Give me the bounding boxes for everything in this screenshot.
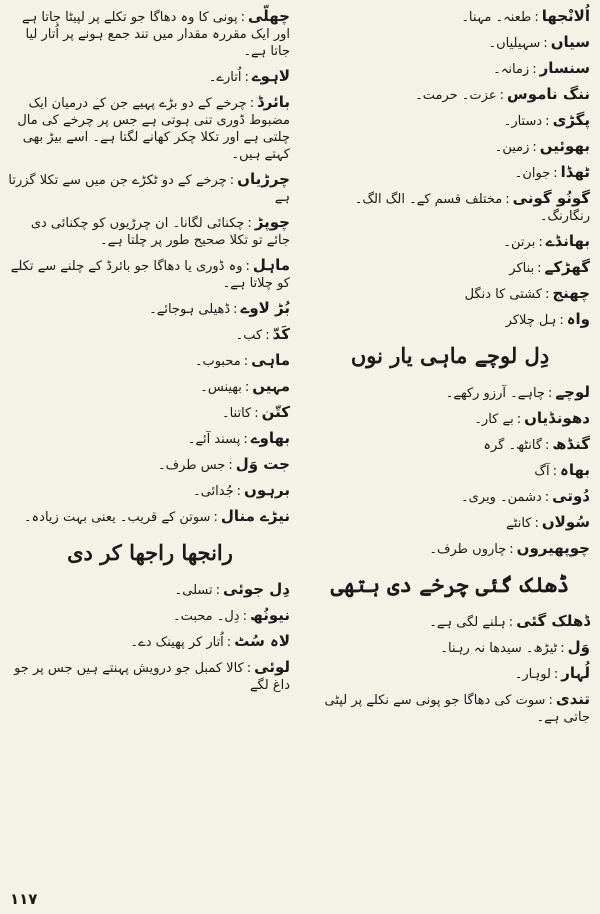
section-heading: ڈھلک گئی چرخے دی ہتھی: [330, 572, 570, 597]
entry-definition: ہل چلاکر: [505, 313, 557, 328]
entry-term: لوچے: [555, 383, 590, 401]
entry-term: سیاں: [550, 33, 590, 51]
glossary-entry: [304, 160, 596, 186]
entry-term: وَل: [567, 638, 590, 656]
glossary-entry: [304, 281, 596, 307]
entry-separator: :: [543, 36, 548, 51]
glossary-entry: [304, 82, 596, 108]
glossary-entry: [4, 322, 296, 348]
glossary-entry: [304, 380, 596, 406]
glossary-entry: [4, 4, 296, 64]
entry-separator: :: [509, 542, 514, 557]
glossary-entry: [4, 577, 296, 603]
page-number: ۱۱۷: [10, 890, 38, 908]
entry-term: لاہ سُٹ: [234, 632, 290, 650]
entry-term: نیڑے منال: [220, 507, 290, 525]
entry-separator: :: [213, 510, 218, 525]
entry-separator: :: [245, 259, 250, 274]
glossary-entry: [4, 452, 296, 478]
entry-definition: تسلی۔: [174, 583, 213, 598]
entry-definition: پسند آئے۔: [187, 432, 241, 447]
entry-definition: گانٹھ۔ گرہ: [483, 438, 543, 453]
section-heading: رانجھا راجھا کر دی: [67, 540, 233, 565]
entry-definition: کب۔: [235, 328, 263, 343]
entry-term: سنسار: [539, 59, 590, 77]
entry-separator: :: [215, 583, 221, 598]
entry-definition: جوان۔: [514, 166, 551, 181]
entry-term: بھوئیں: [539, 137, 590, 155]
glossary-entry: [4, 478, 296, 504]
entry-term: لوئی: [254, 658, 290, 676]
entry-definition: چکنائی لگانا۔ ان چرڑیوں کو چکنائی دی جائے تو تکلا صحیح طور پر چلتا ہے۔: [30, 216, 290, 248]
left-column: [4, 4, 296, 698]
entry-term: پگڑی: [552, 111, 590, 129]
entry-separator: :: [534, 10, 539, 25]
glossary-entry: [4, 374, 296, 400]
entry-separator: :: [552, 464, 558, 479]
entry-separator: :: [532, 140, 537, 155]
entry-term: دُوتی: [552, 487, 590, 505]
glossary-entry: [4, 655, 296, 698]
entry-separator: :: [243, 354, 249, 369]
entry-separator: :: [537, 261, 542, 276]
entry-definition: بناکر: [509, 261, 535, 276]
entry-term: دِل جوئی: [223, 580, 290, 598]
entry-definition: دشمن۔ ویری۔: [461, 490, 542, 505]
entry-separator: :: [242, 609, 247, 624]
entry-definition: سوت کی دھاگا جو پونی سے نکلے پر لپٹی جاتی ہے۔: [324, 693, 590, 725]
glossary-entry: [304, 406, 596, 432]
entry-definition: چاہے۔ آرزو رکھے۔: [445, 386, 545, 401]
glossary-entry: [4, 400, 296, 426]
entry-term: ٹھڈا: [560, 163, 590, 181]
entry-definition: طعنہ۔ مہنا۔: [461, 10, 532, 25]
entry-separator: :: [247, 216, 252, 231]
entry-term: ننگ ناموس: [507, 85, 590, 103]
entry-definition: دِل۔ محبت۔: [172, 609, 240, 624]
glossary-entry: [304, 536, 596, 562]
entry-term: واہ: [566, 310, 590, 328]
entry-definition: اُتار کر پھینک دے۔: [130, 635, 224, 650]
entry-definition: جُدائی۔: [193, 484, 234, 499]
glossary-entry: [304, 510, 596, 536]
glossary-entry: [4, 167, 296, 210]
entry-definition: چرخے کے دو ٹکڑے جن میں سے تکلا گزرتا ہے: [8, 173, 290, 205]
entry-definition: بھینس۔: [200, 380, 242, 395]
entry-separator: :: [547, 386, 553, 401]
glossary-entry: [304, 4, 596, 30]
entry-separator: :: [244, 380, 250, 395]
entry-separator: :: [538, 235, 543, 250]
glossary-entry: [304, 661, 596, 687]
entry-separator: :: [226, 635, 232, 650]
right-column: [304, 4, 596, 730]
entry-separator: :: [545, 438, 550, 453]
glossary-entry: [304, 229, 596, 255]
entry-definition: بے کار۔: [474, 412, 514, 427]
entry-term: گنڈھ: [552, 435, 590, 453]
entry-separator: :: [233, 302, 238, 317]
entry-term: بھاہ: [560, 461, 590, 479]
entry-term: گھڑکے: [544, 258, 590, 276]
entry-separator: :: [244, 70, 249, 85]
entry-term: گونُو گونی: [512, 189, 590, 207]
glossary-group-2: [304, 380, 596, 562]
entry-separator: :: [505, 192, 510, 207]
entry-term: بھاوے: [250, 429, 290, 447]
entry-definition: زمین۔: [494, 140, 530, 155]
entry-separator: :: [499, 88, 504, 103]
entry-separator: :: [532, 62, 537, 77]
glossary-entry: [4, 90, 296, 167]
entry-term: ماہل: [252, 256, 290, 274]
entry-separator: :: [548, 693, 553, 708]
entry-definition: چرخے کے دو بڑے پہیے جن کے درمیان ایک مضبوط ڈوری تنی ہوتی ہے جس پر چرخے کی مال چلتی ہے اور تکلا چکر کھانے لگتا ہے۔ اسے بیڑ بھی کہتے ہیں۔: [17, 96, 290, 162]
entry-term: ماہی: [251, 351, 290, 369]
entry-separator: :: [553, 667, 559, 682]
glossary-entry: [304, 609, 596, 635]
entry-term: چوپڑ: [254, 213, 290, 231]
section-heading: دِل لوچے ماہی یار نوں: [350, 343, 550, 368]
glossary-entry: [304, 484, 596, 510]
entry-term: برہوں: [244, 481, 290, 499]
glossary-entry: [304, 687, 596, 730]
entry-separator: :: [508, 615, 514, 630]
entry-definition: زمانہ۔: [493, 62, 530, 77]
glossary-entry: [4, 603, 296, 629]
glossary-entry: [4, 210, 296, 253]
entry-term: بائرڈ: [257, 93, 290, 111]
glossary-entry: [304, 56, 596, 82]
entry-definition: دستار۔: [503, 114, 543, 129]
entry-separator: :: [265, 328, 270, 343]
entry-term: لُہار: [561, 664, 590, 682]
glossary-group-4: [4, 4, 296, 530]
entry-separator: :: [560, 641, 565, 656]
glossary-group-1: [304, 4, 596, 333]
entry-term: کَدّ: [272, 325, 290, 343]
entry-separator: :: [246, 661, 252, 676]
entry-definition: پونی کا وہ دھاگا جو تکلے پر لپیٹا جاتا ہے اور ایک مقررہ مقدار میں تند جمع ہونے پر اُتار لیا جاتا ہے۔: [22, 10, 290, 59]
entry-separator: :: [545, 114, 550, 129]
entry-definition: وہ ڈوری یا دھاگا جو بائرڈ کے چلنے سے تکلے کو چلاتا ہے۔: [10, 259, 290, 291]
glossary-group-5: [4, 577, 296, 698]
entry-definition: برتن۔: [503, 235, 536, 250]
glossary-entry: [304, 108, 596, 134]
entry-definition: کاتنا۔: [221, 406, 252, 421]
entry-separator: :: [249, 96, 255, 111]
entry-term: چوپھیروں: [516, 539, 590, 557]
entry-term: لاہوے: [251, 67, 290, 85]
entry-definition: چاروں طرف۔: [429, 542, 507, 557]
entry-definition: لوہار۔: [514, 667, 551, 682]
glossary-entry: [304, 432, 596, 458]
entry-term: تندی: [555, 690, 590, 708]
entry-term: جت وَل: [235, 455, 290, 473]
glossary-entry: [304, 255, 596, 281]
entry-separator: :: [544, 287, 550, 302]
glossary-entry: [304, 307, 596, 333]
entry-separator: :: [243, 432, 248, 447]
entry-definition: ڈھیلی ہوجائے۔: [149, 302, 231, 317]
entry-term: ڈھلک گئی: [516, 612, 590, 630]
entry-separator: :: [240, 10, 245, 25]
glossary-entry: [4, 426, 296, 452]
glossary-entry: [304, 635, 596, 661]
entry-term: مہیں: [252, 377, 290, 395]
glossary-entry: [4, 253, 296, 296]
glossary-entry: [4, 64, 296, 90]
entry-definition: ہلنے لگی ہے۔: [429, 615, 506, 630]
entry-separator: :: [229, 173, 235, 188]
glossary-entry: [4, 348, 296, 374]
entry-term: بُڑ لاوے: [240, 299, 290, 317]
glossary-entry: [304, 458, 596, 484]
entry-definition: سہیلیاں۔: [488, 36, 541, 51]
glossary-entry: [304, 30, 596, 56]
entry-term: سُولاں: [541, 513, 590, 531]
entry-definition: کالا کمبل جو درویش پہنتے ہیں جس پر جو داغ لگے: [14, 661, 290, 693]
entry-term: چرڑیاں: [237, 170, 290, 188]
entry-separator: :: [236, 484, 242, 499]
entry-definition: مختلف قسم کے۔ الگ الگ۔ رنگارنگ۔: [354, 192, 590, 224]
glossary-entry: [4, 504, 296, 530]
glossary-group-3: [304, 609, 596, 730]
entry-definition: محبوب۔: [194, 354, 241, 369]
entry-definition: کانٹے: [506, 516, 532, 531]
entry-definition: کشتی کا دنگل: [464, 287, 542, 302]
entry-definition: عزت۔ حرمت۔: [415, 88, 497, 103]
glossary-entry: [304, 134, 596, 160]
entry-term: بھانڈے: [545, 232, 590, 250]
entry-term: اُلانْجھا: [541, 7, 590, 25]
entry-definition: آگ: [534, 464, 550, 479]
entry-definition: جس طرف۔: [157, 458, 226, 473]
entry-term: چھلّی: [247, 7, 290, 25]
entry-separator: :: [553, 166, 558, 181]
entry-definition: سوتن کے قریب۔ یعنی بہت زیادہ۔: [23, 510, 211, 525]
entry-definition: اُتارے۔: [208, 70, 242, 85]
entry-separator: :: [534, 516, 539, 531]
entry-separator: :: [516, 412, 522, 427]
entry-term: دھونڈیاں: [524, 409, 590, 427]
entry-separator: :: [544, 490, 550, 505]
entry-separator: :: [228, 458, 233, 473]
entry-term: نیونُھ: [250, 606, 290, 624]
entry-term: چھنج: [552, 284, 590, 302]
glossary-entry: [304, 186, 596, 229]
entry-separator: :: [254, 406, 259, 421]
glossary-entry: [4, 629, 296, 655]
entry-definition: ٹیڑھ۔ سیدھا نہ رہنا۔: [440, 641, 558, 656]
glossary-entry: [4, 296, 296, 322]
entry-separator: :: [559, 313, 564, 328]
entry-term: کتّن: [261, 403, 290, 421]
